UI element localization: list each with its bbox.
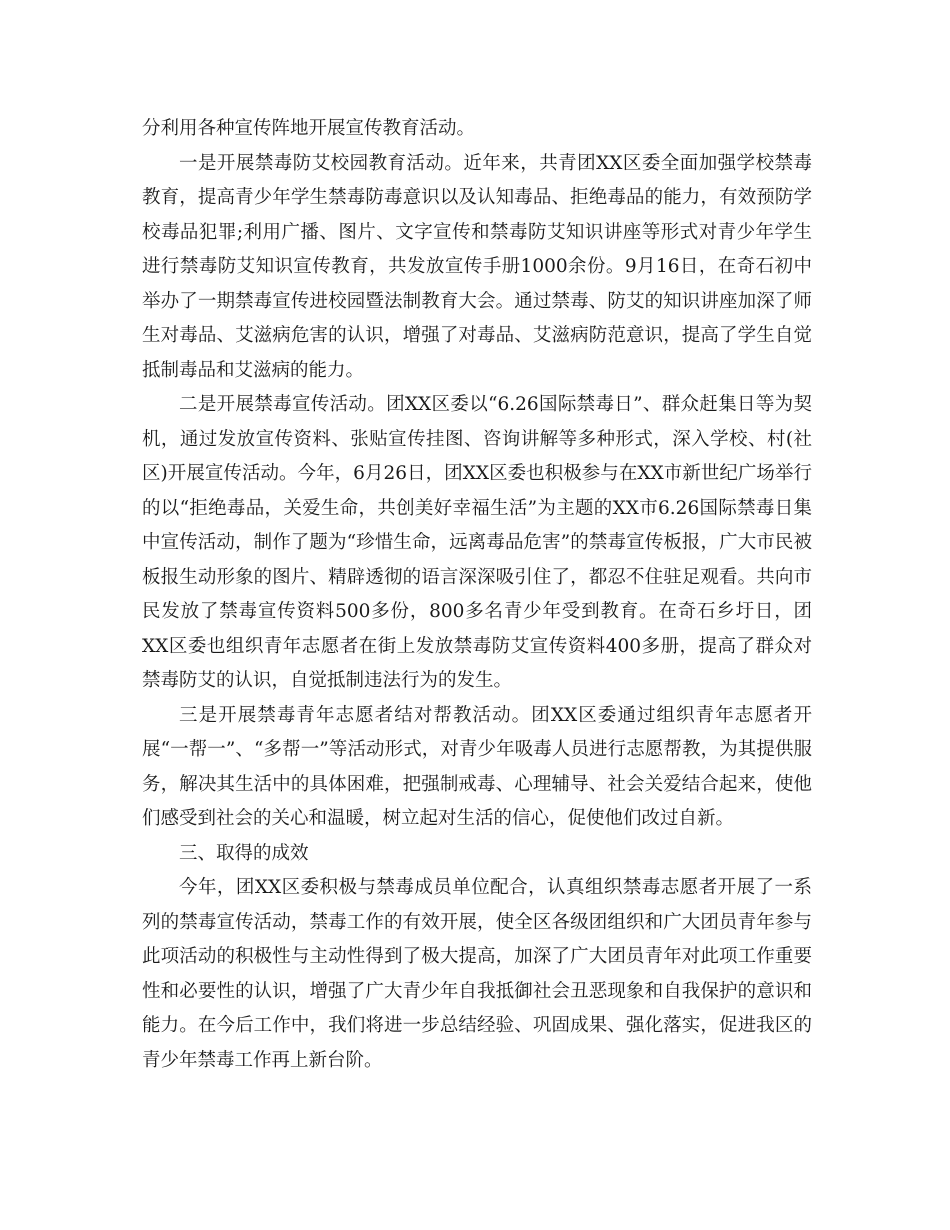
paragraph-results: 今年，团XX区委积极与禁毒成员单位配合，认真组织禁毒志愿者开展了一系列的禁毒宣传活动，禁毒工作的有效开展，使全区各级团组织和广大团员青年参与此项活动的积极性与主动性得到了极大提高，加深了广大团员青年对此项工作重要性和必要性的认识，增强了广大青少年自我抵御社会丑恶现象和自我保护的意识和能力。在今后工作中，我们将进一步总结经验、巩固成果、强化落实，促进我区的青少年禁毒工作再上新台阶。: [142, 877, 812, 1071]
paragraph-publicity-activity: 二是开展禁毒宣传活动。团XX区委以“6.26国际禁毒日”、群众赶集日等为契机，通过发放宣传资料、张贴宣传挂图、咨询讲解等多种形式，深入学校、村(社区)开展宣传活动。今年，6月26日，团XX区委也积极参与在XX市新世纪广场举行的以“拒绝毒品，关爱生命，共创美好幸福生活”为主题的XX市6.26国际禁毒日集中宣传活动，制作了题为“珍惜生命，远离毒品危害”的禁毒宣传板报，广大市民被板报生动形象的图片、精辟透彻的语言深深吸引住了，都忍不住驻足观看。共向市民发放了禁毒宣传资料500多份，800多名青少年受到教育。在奇石乡圩日，团XX区委也组织青年志愿者在街上发放禁毒防艾宣传资料400多册，提高了群众对禁毒防艾的认识，自觉抵制违法行为的发生。: [142, 394, 812, 691]
paragraph-campus-education: 一是开展禁毒防艾校园教育活动。近年来，共青团XX区委全面加强学校禁毒教育，提高青少年学生禁毒防毒意识以及认知毒品、拒绝毒品的能力，有效预防学校毒品犯罪;利用广播、图片、文字宣传和禁毒防艾知识讲座等形式对青少年学生进行禁毒防艾知识宣传教育，共发放宣传手册1000余份。9月16日，在奇石初中举办了一期禁毒宣传进校园暨法制教育大会。通过禁毒、防艾的知识讲座加深了师生对毒品、艾滋病危害的认识，增强了对毒品、艾滋病防范意识，提高了学生自觉抵制毒品和艾滋病的能力。: [142, 152, 812, 381]
paragraph-continuation: 分利用各种宣传阵地开展宣传教育活动。: [142, 118, 476, 139]
section-heading-results: 三、取得的成效: [179, 842, 309, 864]
paragraph-volunteer-mentoring: 三是开展禁毒青年志愿者结对帮教活动。团XX区委通过组织青年志愿者开展“一帮一”、“多帮一”等活动形式，对青少年吸毒人员进行志愿帮教，为其提供服务，解决其生活中的具体困难，把强制戒毒、心理辅导、社会关爱结合起来，使他们感受到社会的关心和温暖，树立起对生活的信心，促使他们改过自新。: [142, 704, 812, 829]
document-body: [142, 112, 812, 1078]
